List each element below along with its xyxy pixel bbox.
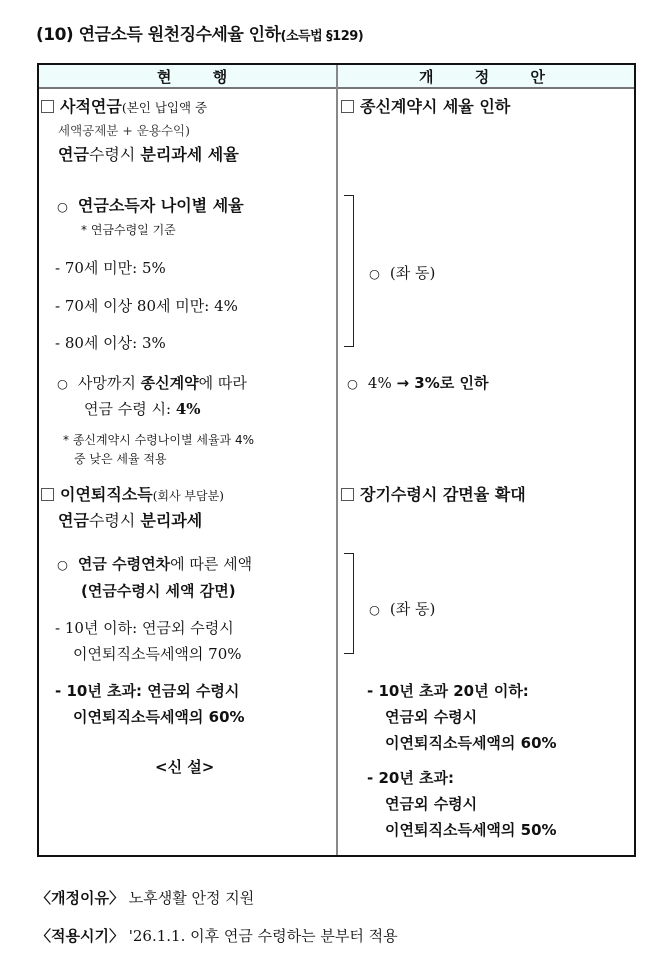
reason-label: 〈개정이유〉 <box>36 889 124 907</box>
checkbox-square-icon <box>341 100 354 113</box>
section-title <box>36 20 363 45</box>
proposed-rate1-line1: - 10년 초과 20년 이하: <box>367 682 529 700</box>
column-divider <box>336 65 338 855</box>
proposed-life-change: ○ 4% → 3%로 인하 <box>347 374 489 392</box>
header-current: 현 행 <box>157 68 246 86</box>
age-rate-item: - 70세 이상 80세 미만: 4% <box>55 297 238 315</box>
reason-text: 노후생활 안정 지원 <box>128 889 255 907</box>
year-reduction-subtitle: (연금수령시 세액 감면) <box>81 582 236 600</box>
life-contract-note-2: 중 낮은 세율 적용 <box>74 452 167 466</box>
year-reduction-title: ○ 연금 수령연차에 따른 세액 <box>57 555 253 573</box>
checkbox-square-icon <box>41 488 54 501</box>
circle-bullet-icon: ○ <box>369 266 380 281</box>
circle-bullet-icon: ○ <box>369 602 380 617</box>
current-section-1-line3: 연금수령시 분리과세 세율 <box>58 145 239 164</box>
current-section-2-line2: 연금수령시 분리과세 <box>58 511 203 530</box>
law-reference: (소득법 §129) <box>280 29 364 44</box>
proposed-section-1-heading: 종신계약시 세율 인하 <box>341 94 510 117</box>
proposed-rate2-line3: 이연퇴직소득세액의 50% <box>385 821 557 839</box>
proposed-section-2-heading: 장기수령시 감면율 확대 <box>341 482 526 505</box>
proposed-rate2-line1: - 20년 초과: <box>367 769 455 787</box>
proposed-same-2: ○ (좌 동) <box>369 600 436 618</box>
proposed-rate1-line2: 연금외 수령시 <box>385 708 478 726</box>
header-proposed: 개 정 안 <box>419 68 563 86</box>
age-rate-item: - 70세 미만: 5% <box>55 259 166 277</box>
reason-row <box>36 887 254 908</box>
proposed-rate2-line2: 연금외 수령시 <box>385 795 478 813</box>
section-title-main: (10) 연금소득 원천징수세율 인하 <box>36 25 281 45</box>
effective-date-label: 〈적용시기〉 <box>36 927 124 945</box>
age-rate-title: ○ 연금소득자 나이별 세율 <box>57 196 244 215</box>
year10-line2: 이연퇴직소득세액의 70% <box>73 645 242 663</box>
current-section-2-heading: 이연퇴직소득(회사 부담분) <box>41 482 224 505</box>
year10-line1: - 10년 이하: 연금외 수령시 <box>55 619 234 637</box>
effective-date-text: '26.1.1. 이후 연금 수령하는 분부터 적용 <box>128 927 398 945</box>
current-section-1-line2: 세액공제분 + 운용수익) <box>58 123 190 138</box>
life-contract-note-1: * 종신계약시 수령나이별 세율과 4% <box>63 433 254 447</box>
new-provision-label: <신 설> <box>155 758 215 776</box>
circle-bullet-icon: ○ <box>57 376 68 391</box>
circle-bullet-icon: ○ <box>57 557 68 572</box>
life-contract-line1: ○ 사망까지 종신계약에 따라 <box>57 374 247 392</box>
checkbox-square-icon <box>341 488 354 501</box>
age-rate-item: - 80세 이상: 3% <box>55 334 166 352</box>
age-rate-note: * 연금수령일 기준 <box>81 223 176 237</box>
effective-date-row <box>36 925 398 946</box>
proposed-rate1-line3: 이연퇴직소득세액의 60% <box>385 734 557 752</box>
bracket-icon <box>344 195 354 347</box>
circle-bullet-icon: ○ <box>347 376 358 391</box>
life-contract-line2: 연금 수령 시: 4% <box>84 400 201 418</box>
proposed-same-1: ○ (좌 동) <box>369 264 436 282</box>
comparison-table <box>37 63 636 857</box>
year10plus-line1: - 10년 초과: 연금외 수령시 <box>55 682 240 700</box>
bracket-icon <box>344 553 354 654</box>
checkbox-square-icon <box>41 100 54 113</box>
year10plus-line2: 이연퇴직소득세액의 60% <box>73 708 245 726</box>
circle-bullet-icon: ○ <box>57 199 68 214</box>
current-section-1-heading: 사적연금(본인 납입액 중 <box>41 94 207 117</box>
